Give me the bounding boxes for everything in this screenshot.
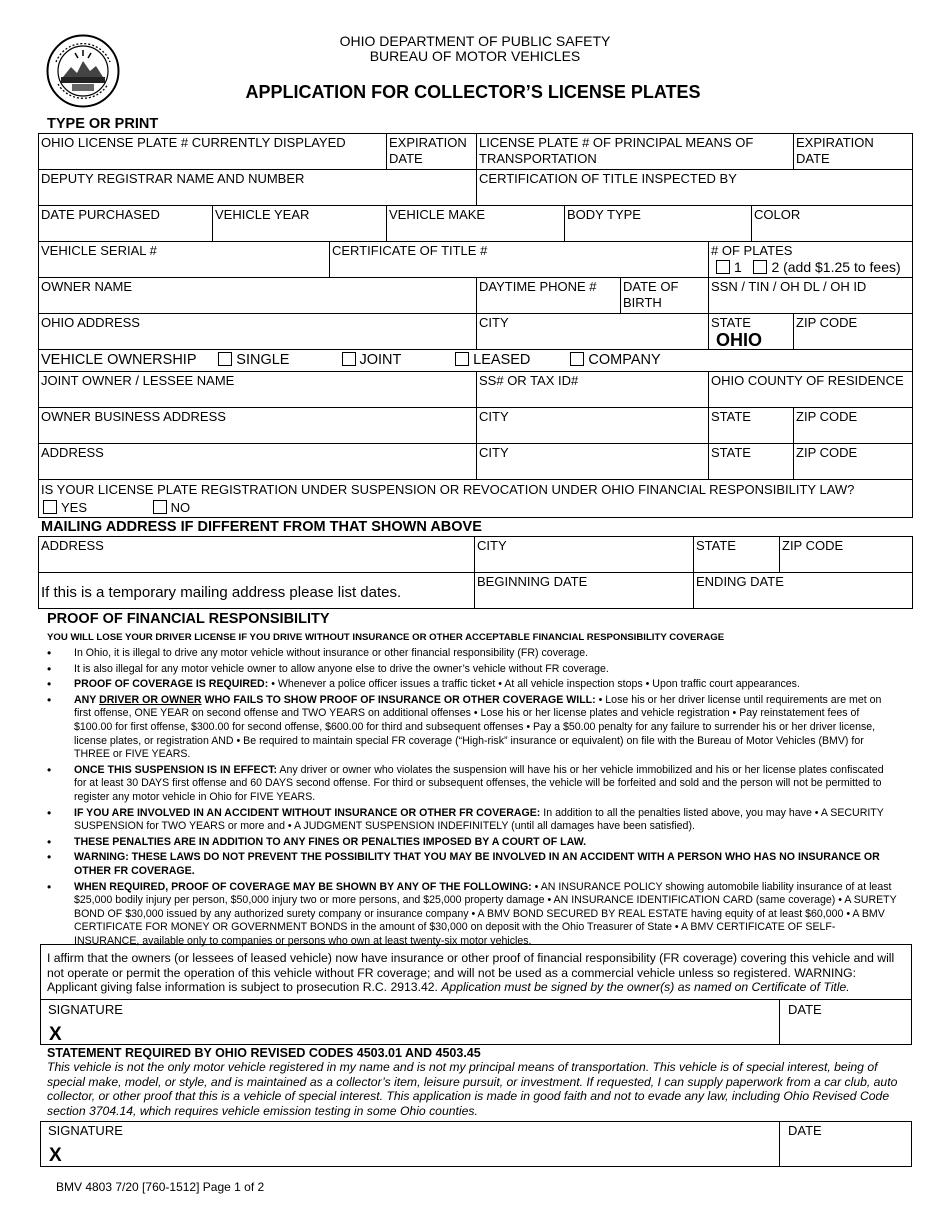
mailing-zip-label: ZIP CODE (782, 538, 844, 553)
num-plates-label: # OF PLATES (711, 243, 793, 258)
address-state-label: STATE (711, 445, 751, 460)
proof-bullet: • IF YOU ARE INVOLVED IN AN ACCIDENT WITHOUT INSURANCE OR OTHER FR COVERAGE: In addition to all the penalties listed above, you may have • A SECURITY SUSPENSION for TWO YEARS or more and • A JUDGMENT SUSPENSION INDEFINITELY (until all damages have been satisfied). (47, 807, 897, 834)
type-or-print-heading: TYPE OR PRINT (47, 116, 159, 132)
expiration-date-field[interactable] (387, 134, 477, 170)
business-zip-field[interactable] (794, 408, 913, 444)
ownership-joint-label: JOINT (359, 352, 402, 368)
mailing-address-label: ADDRESS (41, 538, 104, 553)
affirmation-date-field[interactable] (779, 999, 912, 1045)
color-field[interactable] (752, 206, 913, 242)
proof-bullet: • WHEN REQUIRED, PROOF OF COVERAGE MAY BE SHOWN BY ANY OF THE FOLLOWING: • AN INSURANCE POLICY showing automobile liability insurance of at least $25,000 bodily injury per person, $50,000 injury two or more persons, and $25,000 property damage • AN INSURANCE IDENTIFICATION CARD (same coverage) • A SURETY BOND OF $30,000 issued by any authorized surety company or insurance company • A BMV BOND SECURED BY REAL ESTATE having equity of at least $60,000 • A BMV CERTIFICATE FOR MONEY OR GOVERNMENT BONDS in the amount of $30,000 on deposit with the Ohio Treasurer of State • A BMV CERTIFICATE OF SELF-INSURANCE, available only to companies or persons who own at least twenty-six motor vehicles. (47, 881, 897, 949)
business-state-label: STATE (711, 409, 751, 424)
county-label: OHIO COUNTY OF RESIDENCE (711, 373, 904, 388)
owner-name-field[interactable] (39, 278, 477, 314)
num-plates-field (709, 242, 913, 278)
ownership-company-checkbox[interactable] (570, 352, 584, 366)
plates-2-label: 2 (add $1.25 to fees) (771, 259, 901, 275)
state-value: OHIO (716, 330, 763, 350)
joint-owner-field[interactable] (39, 372, 477, 408)
page-title: APPLICATION FOR COLLECTOR’S LICENSE PLATES (245, 82, 701, 102)
address-field[interactable] (39, 444, 477, 480)
beginning-date-field[interactable] (475, 573, 694, 609)
address-zip-label: ZIP CODE (796, 445, 858, 460)
zip-label: ZIP CODE (796, 315, 858, 330)
proof-warning: YOU WILL LOSE YOUR DRIVER LICENSE IF YOU DRIVE WITHOUT INSURANCE OR OTHER ACCEPTABLE FINANCIAL RESPONSIBILITY COVERAGE (47, 632, 725, 643)
beginning-date-label: BEGINNING DATE (477, 574, 588, 589)
affirmation-x-mark: X (49, 1024, 62, 1045)
ss-tax-field[interactable] (477, 372, 709, 408)
expiration-date-2-field[interactable] (794, 134, 913, 170)
proof-bullet: • WARNING: THESE LAWS DO NOT PREVENT THE POSSIBILITY THAT YOU MAY BE INVOLVED IN AN ACCIDENT WITH A PERSON WHO HAS NO INSURANCE OR OTHER FR COVERAGE. (47, 851, 897, 878)
date-purchased-field[interactable] (39, 206, 213, 242)
affirmation-date-label: DATE (788, 1002, 822, 1017)
ending-date-field[interactable] (694, 573, 913, 609)
plate-displayed-label: OHIO LICENSE PLATE # CURRENTLY DISPLAYED (41, 135, 346, 150)
date-of-birth-label: DATE OF BIRTH (623, 279, 679, 310)
ownership-single-label: SINGLE (236, 352, 290, 368)
city-field[interactable] (477, 314, 709, 350)
ownership-joint-checkbox[interactable] (342, 352, 356, 366)
ss-tax-label: SS# OR TAX ID# (479, 373, 579, 388)
suspension-question: IS YOUR LICENSE PLATE REGISTRATION UNDER SUSPENSION OR REVOCATION UNDER OHIO FINANCIAL RESPONSIBILITY LAW? (41, 482, 855, 497)
bureau-name: BUREAU OF MOTOR VEHICLES (369, 48, 581, 64)
proof-bullet-list (47, 647, 897, 950)
vehicle-make-field[interactable] (387, 206, 565, 242)
certificate-title-label: CERTIFICATE OF TITLE # (332, 243, 488, 258)
ohio-address-field[interactable] (39, 314, 477, 350)
deputy-registrar-label: DEPUTY REGISTRAR NAME AND NUMBER (41, 171, 305, 186)
vehicle-ownership-row (39, 350, 913, 372)
plate-principal-label: LICENSE PLATE # OF PRINCIPAL MEANS OF TRANSPORTATION (479, 135, 754, 166)
date-purchased-label: DATE PURCHASED (41, 207, 160, 222)
statement-date-field[interactable] (779, 1121, 912, 1167)
temporary-note-cell (39, 573, 475, 609)
date-of-birth-field[interactable] (621, 278, 709, 314)
county-field[interactable] (709, 372, 913, 408)
proof-bullet: • In Ohio, it is illegal to drive any motor vehicle without insurance or other financial responsibility (FR) coverage. (47, 647, 897, 661)
ssn-label: SSN / TIN / OH DL / OH ID (711, 279, 867, 294)
business-zip-label: ZIP CODE (796, 409, 858, 424)
address-city-field[interactable] (477, 444, 709, 480)
state-field (709, 314, 794, 350)
ownership-label: VEHICLE OWNERSHIP (41, 352, 197, 368)
proof-bullet: • PROOF OF COVERAGE IS REQUIRED: • Whenever a police officer issues a traffic ticket • At all vehicle inspection stops • Upon traffic court appearances. (47, 678, 897, 692)
statement-heading: STATEMENT REQUIRED BY OHIO REVISED CODES 4503.01 AND 4503.45 (47, 1046, 481, 1060)
mailing-city-label: CITY (477, 538, 507, 553)
mailing-zip-field[interactable] (780, 537, 913, 573)
vehicle-serial-label: VEHICLE SERIAL # (41, 243, 157, 258)
suspension-yes-checkbox[interactable] (43, 500, 57, 514)
expiration-date-2-label: EXPIRATION DATE (796, 135, 874, 166)
ownership-leased-label: LEASED (473, 352, 531, 368)
proof-bullet: • THESE PENALTIES ARE IN ADDITION TO ANY FINES OR PENALTIES IMPOSED BY A COURT OF LAW. (47, 836, 897, 850)
plates-1-checkbox[interactable] (716, 260, 730, 274)
plate-displayed-field[interactable] (39, 134, 387, 170)
mailing-state-field[interactable] (694, 537, 780, 573)
color-label: COLOR (754, 207, 801, 222)
address-zip-field[interactable] (794, 444, 913, 480)
department-name: OHIO DEPARTMENT OF PUBLIC SAFETY (339, 33, 611, 49)
statement-signature-field[interactable] (40, 1121, 780, 1167)
statement-x-mark: X (49, 1145, 62, 1166)
proof-bullet: • ONCE THIS SUSPENSION IS IN EFFECT: Any driver or owner who violates the suspension will have his or her vehicle immobilized and his or her license plates confiscated for at least 30 DAYS first offense and 60 DAYS second offense. For third or subsequent offenses, the vehicle will be forfeited and sold and the person will not be permitted to register any motor vehicle in Ohio for FIVE YEARS. (47, 764, 897, 805)
ownership-leased-checkbox[interactable] (455, 352, 469, 366)
certificate-title-field[interactable] (330, 242, 709, 278)
vehicle-serial-field[interactable] (39, 242, 330, 278)
affirmation-signature-field[interactable] (40, 999, 780, 1045)
business-city-field[interactable] (477, 408, 709, 444)
mailing-city-field[interactable] (475, 537, 694, 573)
mailing-address-field[interactable] (39, 537, 475, 573)
mailing-state-label: STATE (696, 538, 736, 553)
zip-field[interactable] (794, 314, 913, 350)
daytime-phone-label: DAYTIME PHONE # (479, 279, 597, 294)
address-city-label: CITY (479, 445, 509, 460)
applicant-grid (38, 133, 913, 518)
suspension-no-checkbox[interactable] (153, 500, 167, 514)
form-footer: BMV 4803 7/20 [760-1512] Page 1 of 2 (56, 1180, 265, 1194)
expiration-date-label: EXPIRATION DATE (389, 135, 467, 166)
ownership-single-checkbox[interactable] (218, 352, 232, 366)
suspension-yes-label: YES (61, 500, 88, 515)
business-city-label: CITY (479, 409, 509, 424)
plates-1-label: 1 (734, 259, 742, 275)
plate-principal-field[interactable] (477, 134, 794, 170)
daytime-phone-field[interactable] (477, 278, 621, 314)
statement-text: This vehicle is not the only motor vehicle registered in my name and is not my principal means of transportation. This vehicle is of special interest, being of special make, model, or style, and is maintained as a collector’s item, leisure pursuit, or investment. If requested, I can supply paperwork from a car club, auto collector, or other proof that this is a vehicle of special interest. This application is made in good faith and not to evade any law, including Ohio Revised Code section 3704.14, which requires vehicle emission testing in some Ohio counties. (47, 1060, 898, 1118)
business-address-label: OWNER BUSINESS ADDRESS (41, 409, 226, 424)
suspension-question-row (39, 480, 913, 518)
affirmation-italic: Application must be signed by the owner(s) as named on Certificate of Title. (441, 980, 850, 995)
mailing-heading: MAILING ADDRESS IF DIFFERENT FROM THAT SHOWN ABOVE (41, 519, 482, 535)
joint-owner-label: JOINT OWNER / LESSEE NAME (41, 373, 235, 388)
vehicle-year-field[interactable] (213, 206, 387, 242)
suspension-no-label: NO (170, 500, 191, 515)
certification-title-field[interactable] (477, 170, 913, 206)
ssn-field[interactable] (709, 278, 913, 314)
ownership-company-label: COMPANY (588, 352, 661, 368)
certification-title-label: CERTIFICATION OF TITLE INSPECTED BY (479, 171, 737, 186)
city-label: CITY (479, 315, 509, 330)
proof-bullet: • It is also illegal for any motor vehicle owner to allow anyone else to drive the owner’s vehicle without FR coverage. (47, 663, 897, 677)
body-type-field[interactable] (565, 206, 752, 242)
vehicle-year-label: VEHICLE YEAR (215, 207, 310, 222)
statement-date-label: DATE (788, 1123, 822, 1138)
state-label: STATE (711, 315, 751, 330)
business-state-field[interactable] (709, 408, 794, 444)
mailing-grid (38, 536, 913, 609)
address-label: ADDRESS (41, 445, 104, 460)
affirmation-text: I affirm that the owners (or lessees of leased vehicle) now have insurance or other proof of financial responsibility (FR coverage) covering this vehicle and will not operate or permit the operation of this vehicle without FR coverage; and will not be used as a commercial vehicle unless so registered. WARNING: Applicant giving false information is subject to prosecution R.C. 2913.42. (47, 951, 895, 995)
plates-2-checkbox[interactable] (753, 260, 767, 274)
proof-heading: PROOF OF FINANCIAL RESPONSIBILITY (47, 611, 330, 627)
owner-name-label: OWNER NAME (41, 279, 132, 294)
ohio-address-label: OHIO ADDRESS (41, 315, 140, 330)
proof-bullet: • ANY DRIVER OR OWNER WHO FAILS TO SHOW PROOF OF INSURANCE OR OTHER COVERAGE WILL: • Lose his or her driver license until requirements are met on first offense, ONE YEAR on second offense and TWO YEARS on additional offenses • Lose his or her license plates and vehicle registration • Pay reinstatement fees of $100.00 for first offense, $300.00 for second offense, $600.00 for third and subsequent offenses • Pay a $50.00 penalty for any failure to surrender his or her driver license, license plates, or registration AND • Be required to maintain special FR coverage (“High-risk” insurance or equivalent) on file with the Bureau of Motor Vehicles (BMV) for THREE or FIVE YEARS. (47, 694, 897, 762)
statement-signature-label: SIGNATURE (48, 1123, 123, 1138)
body-type-label: BODY TYPE (567, 207, 641, 222)
deputy-registrar-field[interactable] (39, 170, 477, 206)
business-address-field[interactable] (39, 408, 477, 444)
affirmation-signature-label: SIGNATURE (48, 1002, 123, 1017)
address-state-field[interactable] (709, 444, 794, 480)
vehicle-make-label: VEHICLE MAKE (389, 207, 486, 222)
temporary-note: If this is a temporary mailing address please list dates. (41, 584, 402, 601)
ending-date-label: ENDING DATE (696, 574, 784, 589)
